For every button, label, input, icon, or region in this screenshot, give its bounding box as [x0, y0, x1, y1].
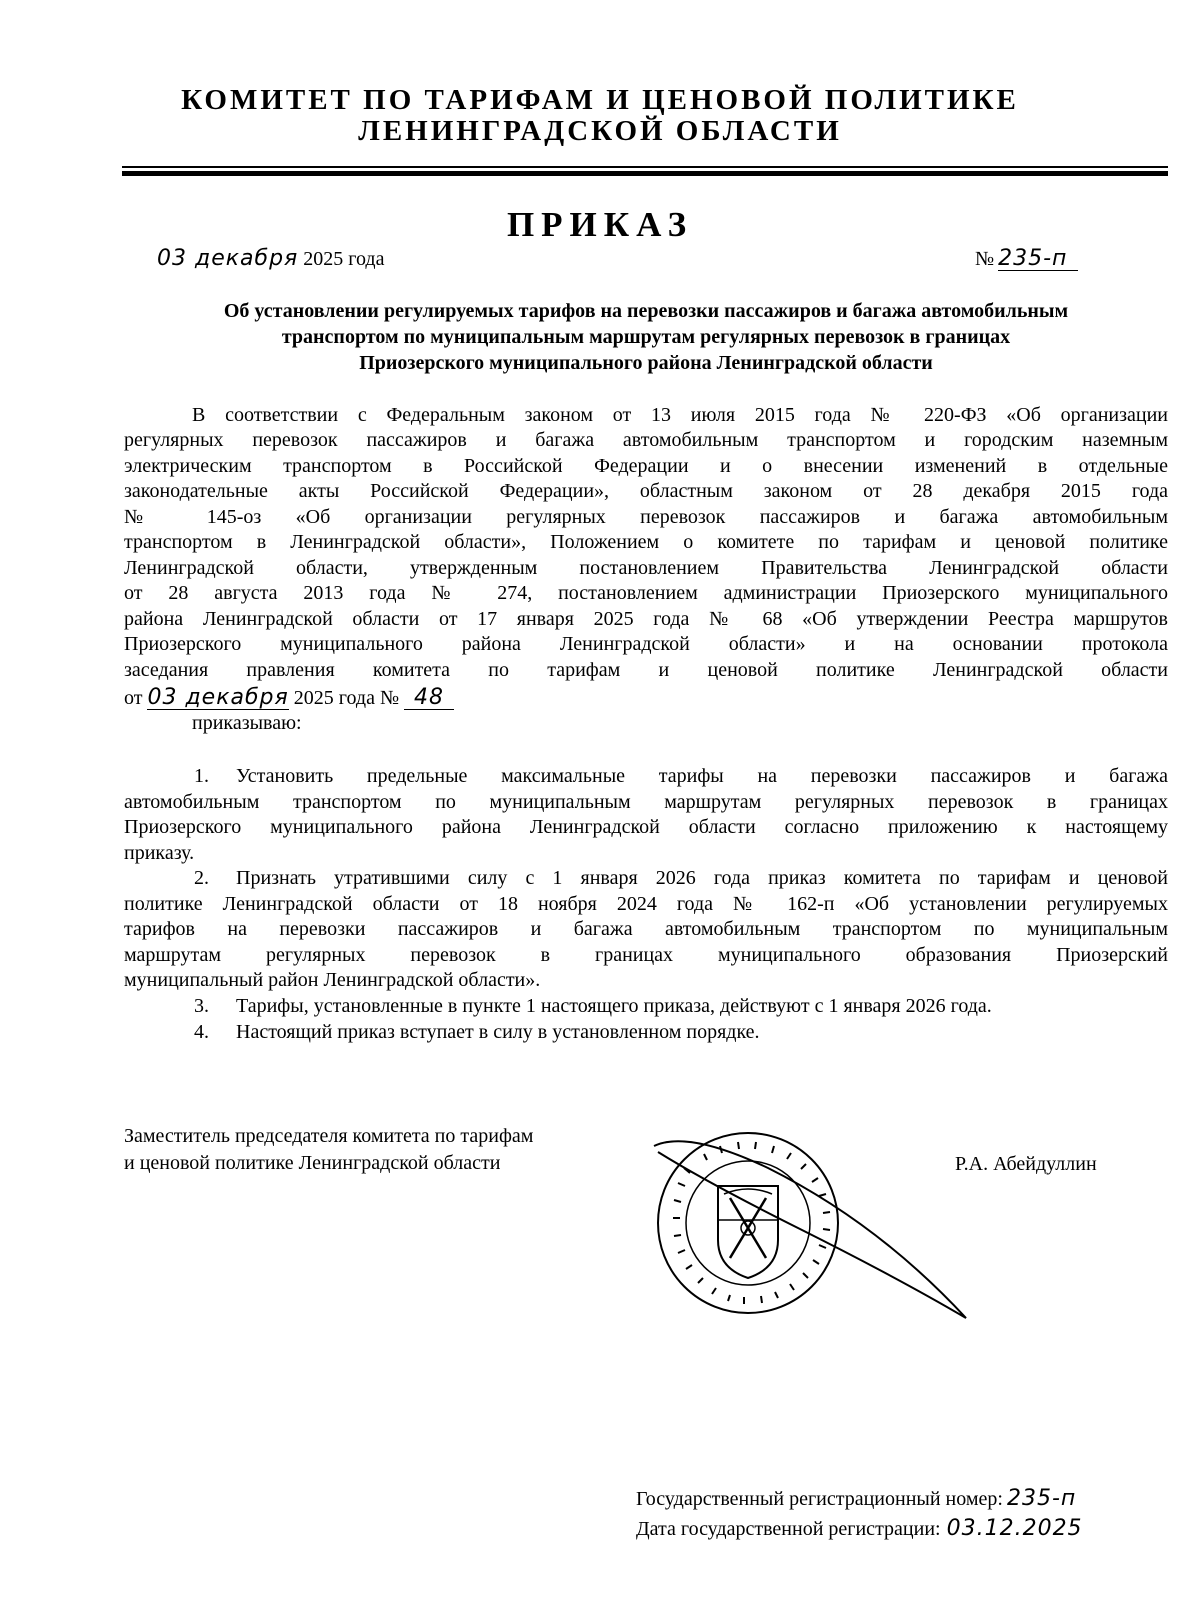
item-3-text: Тарифы, установленные в пункте 1 настоящего приказа, действуют с 1 января 2026 года.	[236, 995, 992, 1017]
preamble-line-3: электрическим транспортом в Российской Федерации и о внесении изменений в отдельные	[124, 455, 1168, 477]
preamble-line-11: заседания правления комитета по тарифам и ценовой политике Ленинградской области	[124, 659, 1168, 681]
official-seal-icon	[648, 1128, 978, 1338]
registration-number-label: Государственный регистрационный номер:	[636, 1488, 1003, 1510]
preamble-line-6: транспортом в Ленинградской области», Положением о комитете по тарифам и ценовой политике	[124, 531, 1168, 553]
org-name-line1: КОМИТЕТ ПО ТАРИФАМ И ЦЕНОВОЙ ПОЛИТИКЕ	[181, 84, 1019, 116]
preamble-line-9: района Ленинградской области от 17 января 2025 года № 68 «Об утверждении Реестра маршрутов	[124, 608, 1168, 630]
order-number-handwritten: 235-п	[998, 248, 1078, 271]
signer-position-line1: Заместитель председателя комитета по тарифам	[124, 1125, 534, 1147]
protocol-date-handwritten: 03 декабря	[147, 685, 289, 710]
item-1-line-2: автомобильным транспортом по муниципальным маршрутам регулярных перевозок в границах	[124, 791, 1168, 813]
item-4-text: Настоящий приказ вступает в силу в установленном порядке.	[236, 1021, 760, 1043]
registration-date-handwritten: 03.12.2025	[946, 1516, 1083, 1541]
subject-line-1: Об установлении регулируемых тарифов на перевозки пассажиров и багажа автомобильным	[223, 300, 1069, 322]
registration-date-label: Дата государственной регистрации:	[636, 1518, 941, 1540]
order-number	[975, 248, 1078, 271]
item-4	[194, 1022, 1168, 1042]
item-1-number: 1.	[194, 765, 209, 787]
item-1-line-1	[194, 766, 1168, 786]
protocol-reference	[124, 687, 1168, 710]
item-1-line-4: приказу.	[124, 842, 195, 864]
order-date-year: 2025 года	[303, 248, 385, 270]
signer-position-line2: и ценовой политике Ленинградской области	[124, 1152, 501, 1174]
order-date-handwritten: 03 декабря	[157, 246, 299, 271]
document-title: ПРИКАЗ	[506, 205, 694, 244]
protocol-number-handwritten: 48	[404, 687, 454, 710]
item-1-text: Установить предельные максимальные тарифы на перевозки пассажиров и багажа	[236, 765, 1168, 787]
org-name-line2: ЛЕНИНГРАДСКОЙ ОБЛАСТИ	[358, 115, 842, 147]
preamble-line-2: регулярных перевозок пассажиров и багажа автомобильным транспортом и городским наземным	[124, 429, 1168, 451]
preamble-line-4: законодательные акты Российской Федерации», областным законом от 28 декабря 2015 года	[124, 480, 1168, 502]
preamble-line-7: Ленинградской области, утвержденным постановлением Правительства Ленинградской области	[124, 557, 1168, 579]
item-3-number: 3.	[194, 995, 209, 1017]
item-2-line-1	[194, 868, 1168, 888]
item-2-line-4: маршрутам регулярных перевозок в границах муниципального образования Приозерский	[124, 944, 1168, 966]
item-3	[194, 996, 1168, 1016]
item-4-number: 4.	[194, 1021, 209, 1043]
preamble-line-10: Приозерского муниципального района Ленинградской области» и на основании протокола	[124, 633, 1168, 655]
preamble-line-1: В соответствии с Федеральным законом от 13 июля 2015 года № 220-ФЗ «Об организации	[192, 404, 1168, 426]
preamble-line-5: № 145-оз «Об организации регулярных перевозок пассажиров и багажа автомобильным	[124, 506, 1168, 528]
subject-line-3: Приозерского муниципального района Ленинградской области	[359, 352, 933, 374]
preamble-line-8: от 28 августа 2013 года № 274, постановлением администрации Приозерского муниципального	[124, 582, 1168, 604]
header-rule-thick	[122, 171, 1168, 176]
item-2-line-5: муниципальный район Ленинградской области».	[124, 969, 541, 991]
order-date	[157, 248, 384, 270]
item-1-line-3: Приозерского муниципального района Ленинградской области согласно приложению к настоящему	[124, 816, 1168, 838]
protocol-year: 2025 года №	[293, 687, 400, 709]
registration-number	[636, 1488, 1076, 1510]
signer-name: Р.А. Абейдуллин	[955, 1153, 1097, 1175]
item-2-line-2: политике Ленинградской области от 18 ноября 2024 года № 162-п «Об установлении регулируемых	[124, 893, 1168, 915]
item-2-line-3: тарифов на перевозки пассажиров и багажа автомобильным транспортом по муниципальным	[124, 918, 1168, 940]
subject-line-2: транспортом по муниципальным маршрутам регулярных перевозок в границах	[281, 326, 1011, 348]
order-number-prefix: №	[975, 248, 995, 270]
registration-date	[636, 1518, 1083, 1540]
header-rule-thin	[122, 166, 1168, 168]
item-2-number: 2.	[194, 867, 209, 889]
order-word: приказываю:	[192, 712, 302, 734]
protocol-prefix: от	[124, 687, 143, 709]
registration-number-handwritten: 235-п	[1006, 1486, 1077, 1511]
item-2-text: Признать утратившими силу с 1 января 2026 года приказ комитета по тарифам и ценовой	[236, 867, 1168, 889]
